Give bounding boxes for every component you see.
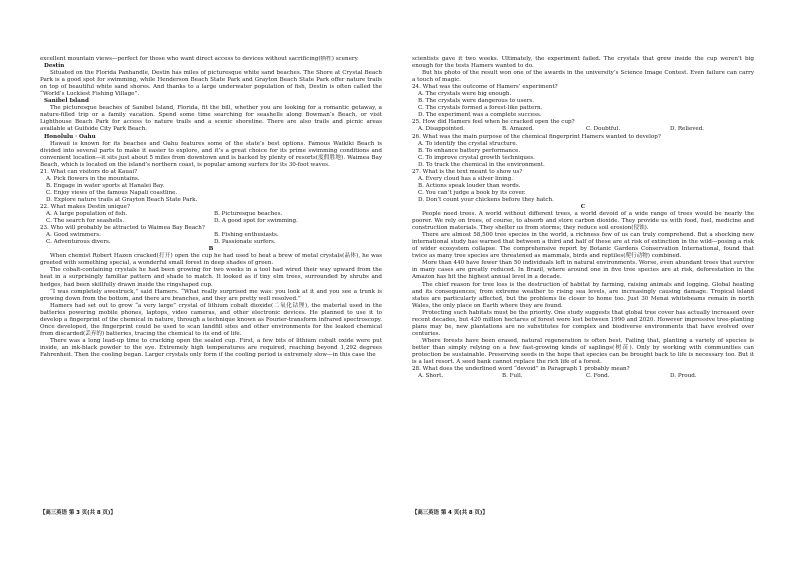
q24-option-a: A. The crystals were big enough. <box>418 91 512 98</box>
sanibel-text: The picturesque beaches of Sanibel Island, Florida, fit the bill, whether you are looking for a romantic getaway, a nature-filled trip or a family vacation. Spend some time searching for seashells along Bowman’s Beach, or visit Lighthouse Beach Park for access to nature trails and a scenic shoreline. There are also trails and picnic areas available at Gulfside City Park Beach. <box>40 105 382 133</box>
question-24: 24. What was the outcome of Hamers’ experiment? <box>412 84 558 91</box>
q27-option-d: D. Don’t count your chickens before they hatch. <box>418 196 554 203</box>
honolulu-heading: Honolulu · Oahu <box>44 133 96 140</box>
q28-option-a: A. Short. <box>418 373 444 380</box>
q26-option-d: D. To track the chemical in the environment. <box>418 161 545 168</box>
q25-option-a: A. Disappointed. <box>418 126 465 133</box>
q22-option-a: A. A large population of fish. <box>46 211 128 218</box>
q27-option-a: A. Every cloud has a silver lining. <box>418 175 514 182</box>
right-column <box>412 56 754 506</box>
honolulu-text: Hawaii is known for its beaches and Oahu features some of the state’s best options. Famous Waikiki Beach is divided into several parts to make it easier to explore, and it’s a great choice for its prime swimming conditions and convenient location—it sits just about 5 miles from downtown and is backed by plenty of resorts(度假胜地). Waimea Bay Beach, which is located on the island’s northern coast, is popular among surfers for its 30-foot waves. <box>40 140 382 168</box>
q24-option-b: B. The crystals were dangerous to users. <box>418 98 535 105</box>
question-21: 21. What can visitors do at Kauai? <box>40 168 138 175</box>
q28-option-b: B. Full. <box>502 373 523 380</box>
q22-options-row1 <box>40 211 382 218</box>
q23-options-row1 <box>40 232 382 239</box>
q25-option-c: C. Doubtful. <box>586 126 621 133</box>
q24-option-c: C. The crystals formed a forest-like pattern. <box>418 105 543 112</box>
question-28: 28. What does the underlined word “devoid” in Paragraph 1 probably mean? <box>412 366 630 373</box>
q22-option-d: D. A good spot for swimming. <box>214 218 298 225</box>
q22-option-c: C. The search for seashells. <box>46 218 125 225</box>
passage-b-paragraph: Hamers had set out to grow “a very large” crystal of lithium cobalt dioxide(二氧化钴锂), the material used in the batteries powering mobile phones, laptops, video cameras, and other electronic devices. He planned to use it to develop a fingerprint of the chemical in nature, through a technique known as Fourier-transform infrared spectroscopy. Once developed, the fingerprint could be used to scan landfill sites and other environments for the leaked chemical from discarded(丢弃的) batteries, tracing the chemical to its end of life. <box>40 302 382 337</box>
left-column <box>40 56 382 506</box>
q22-option-b: B. Picturesque beaches. <box>214 211 283 218</box>
passage-c-paragraph: People need trees. A world without different trees, a world devoid of a wide range of trees would be nearly the poorer. We rely on trees, of course, to absorb and store carbon dioxide. They provide us with food, fuel, medicine and construction materials. They shelter us from storms; they reduce soil erosion(侵蚀). <box>412 211 754 232</box>
q26-option-b: B. To enhance battery performance. <box>418 147 521 154</box>
q21-option-b: B. Engage in water sports at Hanalei Bay. <box>46 182 165 189</box>
passage-b-closing: But his photo of the result won one of the awards in the university’s Science Image Contest. Even failure can carry a touch of magic. <box>412 70 754 84</box>
passage-c-paragraph: More than 440 have fewer than 50 individuals left in natural environments. Worse, even abundant trees that survive in many cases are greatly reduced. In Brazil, where around one in five tree species are at risk, deforestation in the Amazon has hit the highest annual level in a decade. <box>412 260 754 281</box>
sanibel-heading: Sanibel Island <box>44 98 89 105</box>
q21-option-d: D. Explore nature trails at Grayton Beach State Park. <box>46 196 198 203</box>
passage-b-continuation: scientists gave it two weeks. Ultimately, the experiment failed. The crystals that grew inside the cup weren’t big enough for the tests Hamers wanted to do. <box>412 56 754 70</box>
q21-option-c: C. Enjoy views of the famous Napali coastline. <box>46 189 178 196</box>
question-27: 27. What is the text meant to show us? <box>412 168 523 175</box>
page-footer-left: 【高三英语 第 3 页(共 8 页)】 <box>40 510 116 516</box>
section-b-heading: B <box>208 246 214 253</box>
q25-option-d: D. Relieved. <box>670 126 705 133</box>
page-footer-right: 【高三英语 第 4 页(共 8 页)】 <box>412 510 488 516</box>
question-22: 22. What makes Destin unique? <box>40 203 130 210</box>
intro-line: excellent mountain views—perfect for those who want direct access to devices without sacrificing(牺牲) scenery. <box>40 56 359 62</box>
q23-option-a: A. Good swimmers. <box>46 232 101 239</box>
q26-option-c: C. To improve crystal growth techniques. <box>418 154 535 161</box>
passage-c-paragraph: The chief reason for tree loss is the destruction of habitat by farming, raising animals and logging. Global heating and its consequences, from extreme weather to rising sea levels, are increasingly causing damage. Tropical island states are particularly affected, but the problems lie closer to home too. Just 30 Menai whitebeams remain in north Wales, the only place on Earth where they are found. <box>412 281 754 309</box>
q27-option-b: B. Actions speak louder than words. <box>418 182 521 189</box>
destin-text: Situated on the Florida Panhandle, Destin has miles of picturesque white sand beaches. The Shore at Crystal Beach Park is a good spot for swimming, while Henderson Beach State Park and Grayton Beach State Park offer nature trails on top of beautiful white sand shores. And thanks to a large underwater population of fish, Destin is often called the “World’s Luckiest Fishing Village”. <box>40 70 382 98</box>
exam-sheet <box>40 56 756 520</box>
question-25: 25. How did Hamers feel when he cracked open the cup? <box>412 119 575 126</box>
q28-option-c: C. Fond. <box>586 373 610 380</box>
section-c-heading: C <box>580 203 586 210</box>
q23-option-c: C. Adventurous divers. <box>46 239 111 246</box>
question-23: 23. Who will probably be attracted to Waimea Bay Beach? <box>40 225 205 232</box>
q25-option-b: B. Amazed. <box>502 126 534 133</box>
passage-c-paragraph: Where forests have been erased, natural regeneration is often best. Failing that, planting a variety of species is better than simply relying on a few fast-growing kinds of saplings(树苗). Only by working with communities can protection be sustainable. Preserving seeds in the hope that species can be brought back to life is necessary too. But it is a last resort. A seed bank cannot replace the rich life of a forest. <box>412 337 754 366</box>
q21-option-a: A. Pick flowers in the mountains. <box>46 175 140 182</box>
q23-option-b: B. Fishing enthusiasts. <box>214 232 279 239</box>
destin-heading: Destin <box>44 63 65 70</box>
q25-options <box>412 126 754 133</box>
q26-option-a: A. To identify the crystal structure. <box>418 140 518 147</box>
q22-options-row2 <box>40 218 382 225</box>
passage-c-paragraph: Protecting such habitats must be the priority. One study suggests that global tree cover has actually increased over recent decades, but 420 million hectares of forest were lost between 1990 and 2020. However impressive tree-planting plans may be, new plantations are no substitutes for complex and biodiverse environments that have evolved over centuries. <box>412 309 754 337</box>
passage-b-paragraph: The cobalt-containing crystals he had been growing for two weeks in a tool had wired their way upward from the heat in a surprisingly familiar pattern and shade to match. It looked as if tiny elm trees, surrounded by shrubs and hedges, had been skillfully drawn inside the ringshaped cup. <box>40 267 382 288</box>
q24-option-d: D. The experiment was a complete success. <box>418 112 542 119</box>
passage-b-paragraph: When chemist Robert Hazen cracked(打开) open the cup he had used to heat a brew of metal crystals(晶体), he was greeted with something special, a wonderful small forest in deep shades of green. <box>40 253 382 267</box>
q27-option-c: C. You can’t judge a book by its cover. <box>418 189 526 196</box>
passage-c-paragraph: There are almost 58,500 tree species in the world, a richness few of us can truly comprehend. But a shocking new international study has warned that between a third and half of these are at risk of extinction in the wild—posing a risk of wider ecosystem collapse. The comprehensive report by Botanic Gardens Conservation International, found that twice as many tree species are threatened as mammals, birds and reptiles(爬行动物) combined. <box>412 232 754 260</box>
passage-b-paragraph: There was a long lead-up time to cracking open the sealed cup. First, a few bits of lithium cobalt oxide were put inside, an ink-black powder to the eye. Extremely high temperatures are required, reaching beyond 1,292 degrees Fahrenheit. Then the cooling began. Larger crystals only form if the cooling period is extremely slow—in this case the <box>40 337 382 358</box>
q28-option-d: D. Proud. <box>670 373 697 380</box>
passage-b-paragraph: “I was completely awestruck,” said Hamers. “What really surprised me was: you look at it and you see a trunk is growing down from the bottom, and there are branches, and they are pretty well resolved.” <box>40 288 382 302</box>
question-26: 26. What was the main purpose of the chemical fingerprint Hamers wanted to develop? <box>412 133 661 140</box>
q23-option-d: D. Passionate surfers. <box>214 239 276 246</box>
q23-options-row2 <box>40 239 382 246</box>
q28-options <box>412 373 754 380</box>
